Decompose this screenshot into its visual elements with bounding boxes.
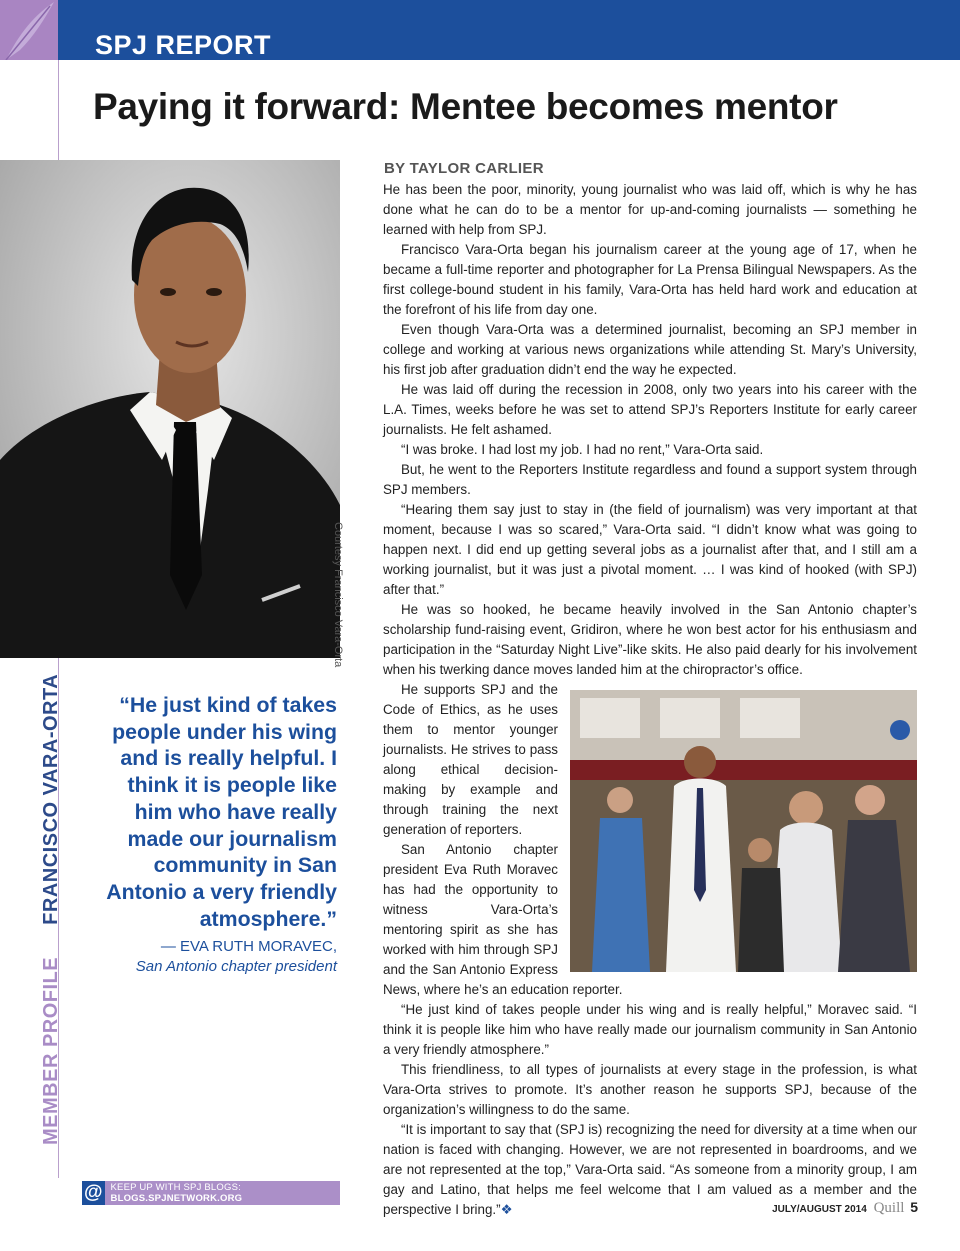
blogs-link-url[interactable]: BLOGS.SPJNETWORK.ORG — [110, 1193, 243, 1204]
feather-icon — [0, 0, 58, 60]
attribution-role: San Antonio chapter president — [135, 958, 337, 975]
headline: Paying it forward: Mentee becomes mentor — [93, 86, 838, 127]
article-paragraph: “I was broke. I had lost my job. I had no rent,” Vara-Orta said. — [401, 442, 764, 457]
issue-date: JULY/AUGUST 2014 — [772, 1204, 867, 1215]
article-paragraph: Francisco Vara-Orta began his journalism career at the young age of 17, when he became a full-time reporter and photographer for La Prensa Bilingual Newspapers. As the first college-bound student in his family, Vara-Orta has held hard work and education at the forefront of his life from day one. — [383, 242, 917, 317]
portrait-photo — [0, 160, 340, 658]
article-paragraph: This friendliness, to all types of journalists at every stage in the profession, is what Vara-Orta strives to promote. It’s another reason he supports SPJ, because of the organization’s willingness to do the same. — [383, 1062, 917, 1117]
byline: BY TAYLOR CARLIER — [384, 160, 544, 177]
attribution-name: — EVA RUTH MORAVEC, — [160, 938, 337, 955]
blogs-link-text[interactable] — [111, 1182, 340, 1204]
pull-quote: “He just kind of takes people under his wing and is really helpful. I think it is people like him who have really made our journalism community in San Antonio a very friendly atmosphere.” — [106, 693, 337, 931]
magazine-name: Quill — [873, 1200, 905, 1216]
article-paragraph: Even though Vara-Orta was a determined journalist, becoming an SPJ member in college and working at various news organizations while attending St. Mary’s University, his first job after graduation didn’t end the way he expected. — [383, 322, 917, 377]
article-paragraph: But, he went to the Reporters Institute regardless and found a support system through SPJ members. — [383, 462, 917, 497]
article-paragraph: “Hearing them say just to stay in (the field of journalism) was very important at that moment, because I was so scared,” Vara-Orta said. “I didn’t know what was going to happen next. I did end up getting several jobs as a journalist after that, and I still am a working journalist, but it was just a pivotal moment. … I was kind of hooked (with SPJ) after that.” — [383, 502, 917, 597]
article-paragraph: He supports SPJ and the Code of Ethics, as he uses them to mentor younger journalists. He strives to pass along ethical decision-making by example and through training the next generation of reporters. — [383, 682, 558, 837]
margin-rule-top — [58, 60, 59, 160]
article-paragraph: He was laid off during the recession in 2008, only two years into his career with the L.A. Times, weeks before he was set to attend SPJ’s Reporters Institute for early career journalists. He felt ashamed. — [383, 382, 917, 437]
event-photo — [570, 690, 917, 972]
side-label — [40, 674, 63, 1145]
article-paragraph-text: “It is important to say that (SPJ is) recognizing the need for diversity at a time when our nation is faced with changing. However, we are not represented in boardrooms, and we are not represented at the top,” Vara-Orta said. “As someone from a minority group, I am gay and Latino, that helps me feel welcome that I am valued as a member and the perspective I bring.” — [383, 1122, 917, 1217]
article-paragraph: “He just kind of takes people under his wing and is really helpful,” Moravec said. “I think it is people like him who have really made our journalism community in San Antonio a very friendly atmosphere.” — [383, 1002, 917, 1057]
side-label-member-profile: MEMBER PROFILE — [40, 956, 62, 1145]
page-folio — [772, 1199, 918, 1217]
side-label-name: FRANCISCO VARA-ORTA — [40, 673, 62, 925]
article-paragraph: He was so hooked, he became heavily involved in the San Antonio chapter’s scholarship fund-raising event, Gridiron, where he won best actor for his enthusiasm and participation in the “Saturday Night Live”-like skits. He also paid dearly for his involvement when his twerking dance moves landed him at the chiropractor’s office. — [383, 602, 917, 677]
end-mark-icon: ❖ — [500, 1202, 513, 1217]
blogs-link-banner[interactable] — [82, 1181, 340, 1205]
article-body — [383, 180, 917, 1220]
at-icon: @ — [83, 1182, 103, 1203]
article-paragraph: He has been the poor, minority, young journalist who was laid off, which is why he has done what he can do to be a mentor for up-and-coming journalists — something he learned with help from SPJ. — [383, 182, 917, 237]
pull-quote-attribution — [90, 937, 337, 977]
photo-credit: Courtesy Francisco Vara-Orta — [332, 522, 344, 668]
article-paragraph: San Antonio chapter president Eva Ruth Moravec has had the opportunity to witness Vara-Orta’s mentoring spirit as she has worked with him through SPJ and the San Antonio Express News, where he’s an education reporter. — [383, 842, 623, 997]
section-label: SPJ REPORT — [95, 30, 272, 60]
blogs-link-prefix: KEEP UP WITH SPJ BLOGS: — [110, 1182, 241, 1193]
page-number: 5 — [910, 1199, 918, 1215]
